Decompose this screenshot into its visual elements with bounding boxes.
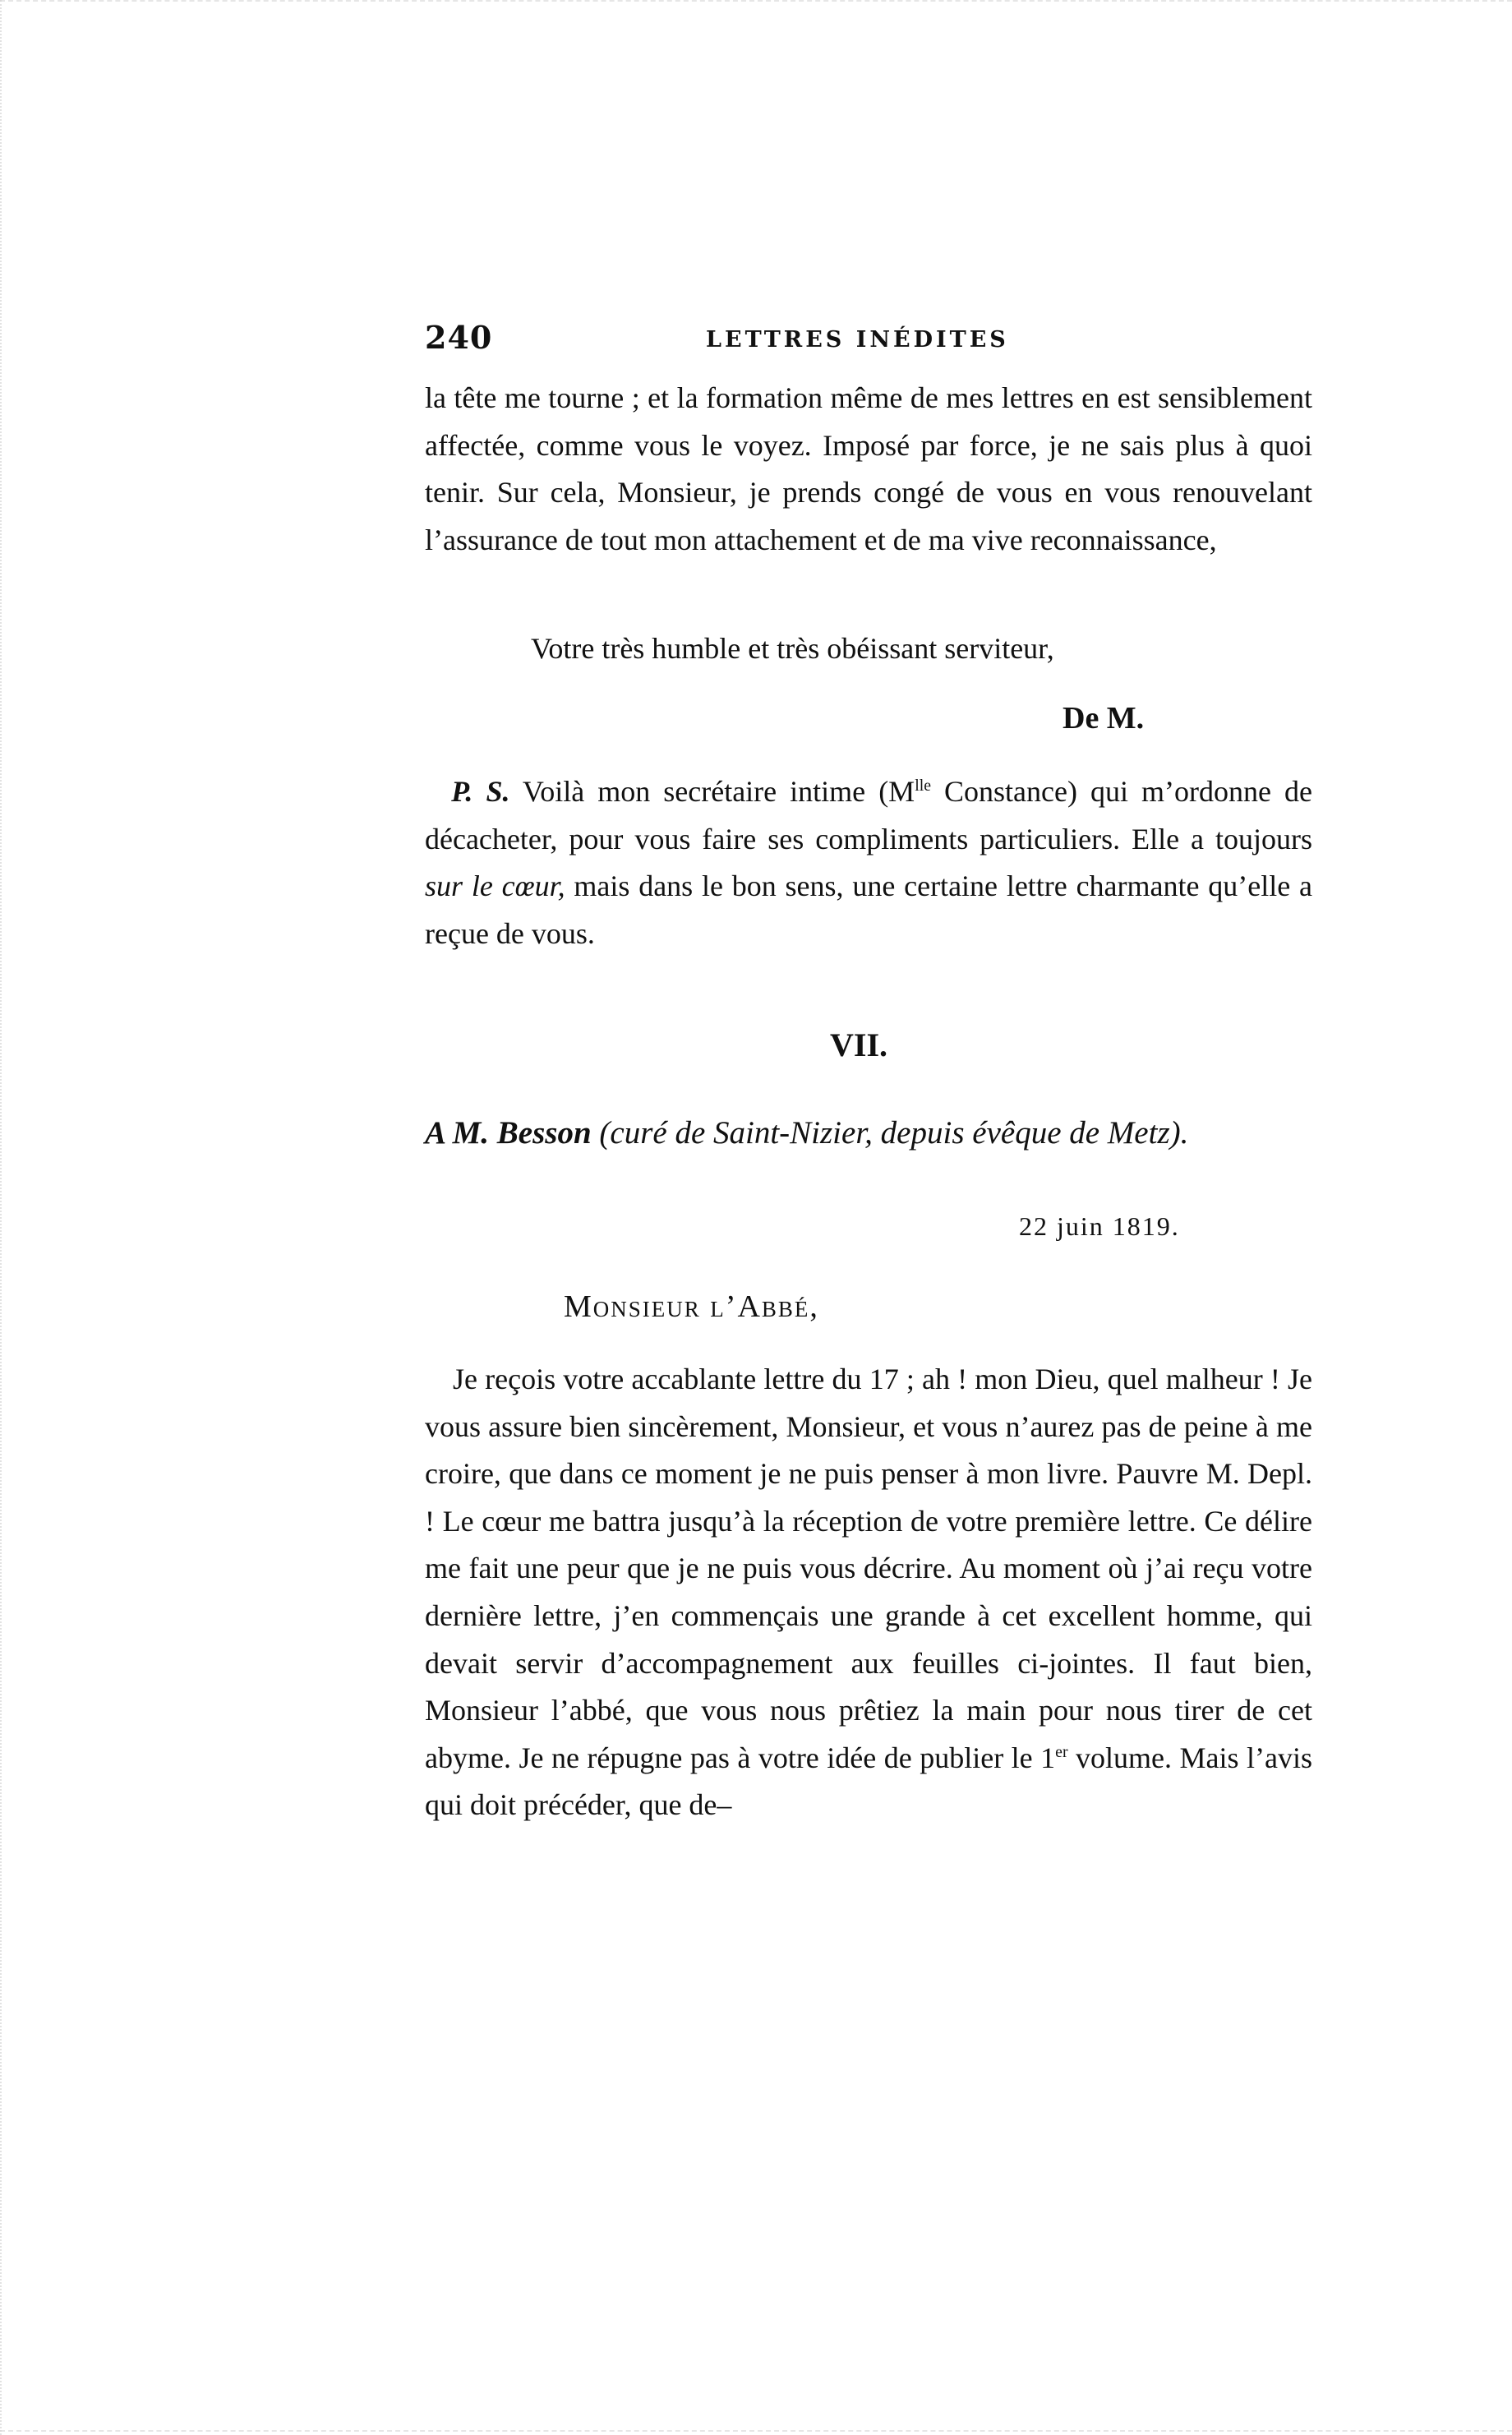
addressee-name: A M. Besson <box>425 1115 592 1151</box>
postscript <box>425 768 1312 957</box>
scan-left-edge <box>0 0 18 2435</box>
closing-formula: Votre très humble et très obéissant serviteur, <box>531 632 1054 665</box>
letter-body-part1: Je reçois votre accablante lettre du 17 ; ah ! mon Dieu, quel malheur ! Je vous assure bien sincèrement, Monsieur, et vous n’aurez pas de peine à me croire, que dans ce moment je ne puis penser à mon livre. Pauvre M. Depl. ! Le cœur me battra jusqu’à la réception de votre première lettre. Ce délire me fait une peur que je ne puis vous décrire. Au moment où j’ai reçu votre dernière lettre, j’en commençais une grande à cet excellent homme, qui devait servir d’accompagnement aux feuilles ci-jointes. Il faut bien, Monsieur l’abbé, que vous nous prêtiez la main pour nous tirer de cet abyme. Je ne répugne pas à votre idée de publier le 1 <box>425 1363 1312 1774</box>
signature: De M. <box>1063 701 1145 736</box>
running-head <box>425 319 1312 368</box>
letter-body <box>425 1356 1312 1829</box>
running-title: LETTRES INÉDITES <box>706 327 1009 353</box>
page-number: 240 <box>425 319 493 356</box>
letter-body-part2: volume. Mais l’avis qui doit précéder, que de– <box>425 1741 1312 1822</box>
letter-date: 22 juin 1819. <box>1019 1211 1180 1241</box>
postscript-text <box>425 768 1312 957</box>
postscript-text-part2: Constance) qui m’ordonne de décacheter, pour vous faire ses compliments particuliers. Elle a toujours <box>425 775 1312 855</box>
letter-addressee <box>425 1114 1312 1151</box>
scan-top-edge <box>0 0 1512 7</box>
postscript-text-part3: mais dans le bon sens, une certaine lettre charmante qu’elle a reçue de vous. <box>425 869 1312 950</box>
letter-body-superscript: er <box>1055 1742 1068 1761</box>
postscript-label: P. S. <box>451 775 510 808</box>
postscript-text-part1: Voilà mon secrétaire intime (M <box>522 775 915 808</box>
salutation: Monsieur l’Abbé, <box>564 1289 819 1324</box>
letter-number: VII. <box>830 1026 888 1063</box>
scan-bottom-edge <box>0 2428 1512 2432</box>
continued-paragraph-text: la tête me tourne ; et la formation même de mes lettres en est sensiblement affectée, comme vous le voyez. Imposé par force, je ne sais plus à quoi tenir. Sur cela, Monsieur, je prends congé de vous en vous renouvelant l’assurance de tout mon attachement et de ma vive reconnaissance, <box>425 381 1312 556</box>
letter-body-text <box>425 1356 1312 1829</box>
continued-paragraph <box>425 375 1312 564</box>
postscript-italic-phrase: sur le cœur, <box>425 869 565 902</box>
addressee-detail: (curé de Saint-Nizier, depuis évêque de Metz). <box>591 1115 1189 1151</box>
postscript-superscript: lle <box>915 777 931 795</box>
